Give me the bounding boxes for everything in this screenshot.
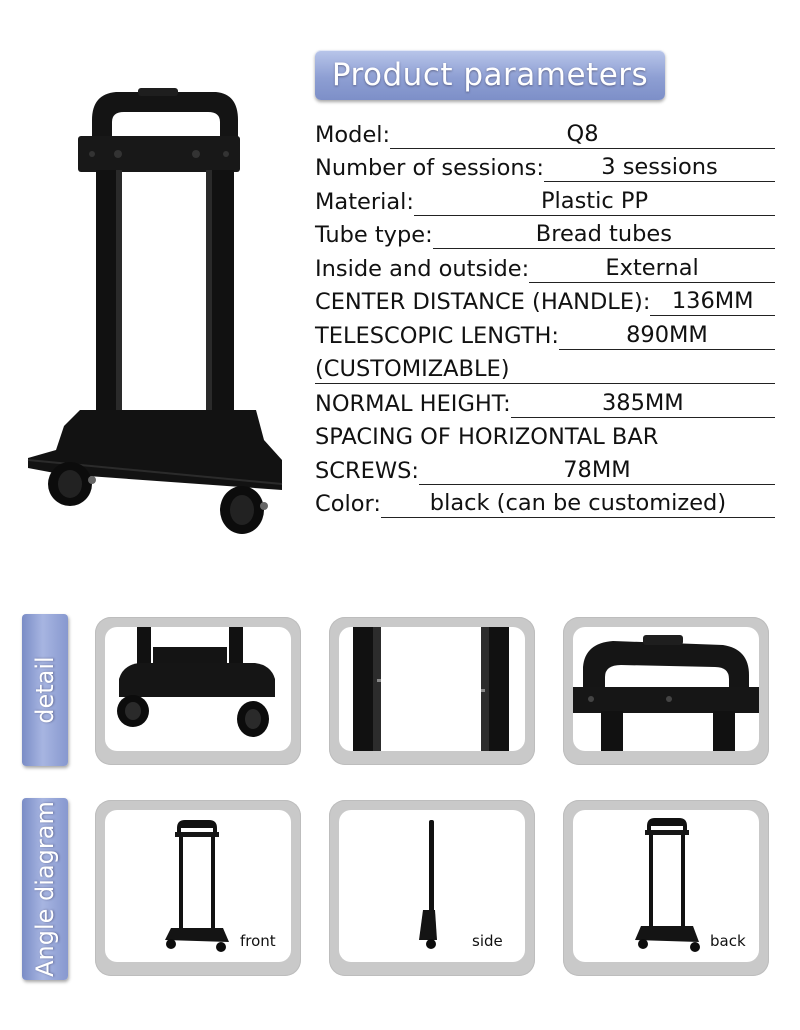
param-label: Model: (315, 121, 391, 148)
parameters-list (315, 115, 775, 518)
param-value: Plastic PP (414, 187, 775, 216)
param-label: NORMAL HEIGHT: (315, 390, 511, 417)
param-value: Bread tubes (433, 220, 775, 249)
param-value: black (can be customized) (381, 489, 775, 518)
param-value: 890MM (559, 321, 775, 350)
angle-diagram-section-tab (22, 798, 68, 980)
param-row-spacing-label (315, 418, 775, 452)
detail-base-image (105, 627, 291, 751)
param-label: SPACING OF HORIZONTAL BAR (315, 424, 659, 450)
param-row-inside-outside (315, 249, 775, 283)
angle-thumb-side (329, 800, 535, 976)
param-label: SCREWS: (315, 457, 419, 484)
param-label: Inside and outside: (315, 255, 530, 282)
detail-section-tab (22, 614, 68, 766)
angle-caption-back: back (710, 932, 746, 950)
param-row-material (315, 182, 775, 216)
angle-diagram-section-label: Angle diagram (31, 801, 59, 977)
param-label: CENTER DISTANCE (HANDLE): (315, 289, 651, 315)
param-label: TELESCOPIC LENGTH: (315, 322, 559, 349)
detail-thumb-base (95, 617, 301, 765)
param-row-normal-height (315, 384, 775, 418)
param-label: Material: (315, 188, 414, 215)
param-label: (CUSTOMIZABLE) (315, 356, 510, 382)
param-row-sessions (315, 149, 775, 183)
trolley-product-image (20, 80, 290, 550)
detail-section-label: detail (31, 656, 59, 724)
param-label: Number of sessions: (315, 155, 544, 181)
angle-caption-side: side (472, 932, 503, 950)
param-value: 136MM (650, 287, 775, 316)
param-value: 78MM (419, 456, 775, 485)
param-value: External (529, 254, 775, 283)
param-row-model (315, 115, 775, 149)
param-value: Q8 (390, 120, 775, 149)
angle-thumb-back (563, 800, 769, 976)
detail-thumb-tubes (329, 617, 535, 765)
detail-thumb-handle (563, 617, 769, 765)
param-label: Color: (315, 491, 381, 517)
param-label: Tube type: (315, 222, 433, 248)
param-row-screws (315, 451, 775, 485)
param-row-customizable (315, 350, 775, 385)
param-row-tube-type (315, 216, 775, 250)
param-value: 3 sessions (544, 153, 775, 182)
param-row-color (315, 485, 775, 519)
param-row-center-distance (315, 283, 775, 317)
angle-thumb-front (95, 800, 301, 976)
angle-caption-front: front (240, 932, 276, 950)
detail-tubes-image (339, 627, 525, 751)
product-parameters-header: Product parameters (315, 50, 665, 100)
detail-handle-image (573, 627, 759, 751)
param-row-telescopic-length (315, 316, 775, 350)
param-value: 385MM (511, 389, 775, 418)
